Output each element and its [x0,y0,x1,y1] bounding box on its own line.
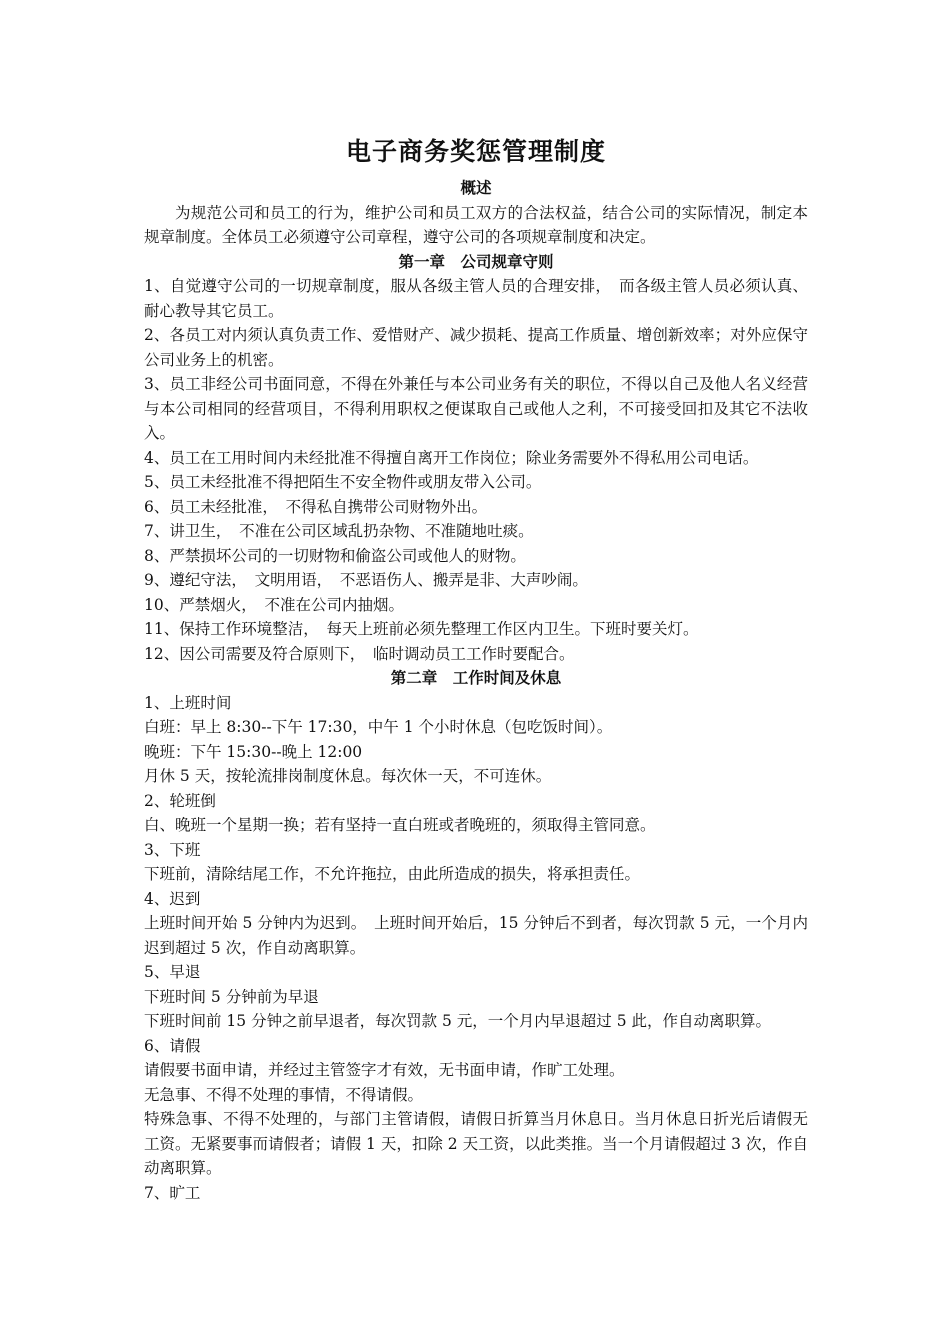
rule-item: 8、严禁损坏公司的一切财物和偷盗公司或他人的财物。 [144,546,526,565]
rule-item: 9、遵纪守法， 文明用语， 不恶语伤人、搬弄是非、大声吵闹。 [144,571,588,589]
rule-item: 5、员工未经批准不得把陌生不安全物件或朋友带入公司。 [144,473,542,491]
rule-item: 3、员工非经公司书面同意，不得在外兼任与本公司业务有关的职位，不得以自己及他人名义经营与本公司相同的经营项目，不得利用职权之便谋取自己或他人之利，不可接受回扣及其它不法收入。 [144,375,808,442]
text-line: 下班时间 5 分钟前为早退 [144,987,319,1006]
text-line: 晚班：下午 15:30--晚上 12:00 [144,742,363,761]
text-line: 下班前，清除结尾工作，不允许拖拉，由此所造成的损失，将承担责任。 [144,865,641,883]
chapter2-content [144,691,808,1206]
rule-item: 1、自觉遵守公司的一切规章制度，服从各级主管人员的合理安排， 而各级主管人员必须认真、耐心教导其它员工。 [144,277,808,320]
chapter1-heading: 第一章 公司规章守则 [398,251,554,271]
rule-item: 7、讲卫生， 不准在公司区域乱扔杂物、不准随地吐痰。 [144,522,534,540]
text-line: 请假要书面申请，并经过主管签字才有效，无书面申请，作旷工处理。 [144,1061,625,1079]
chapter1-rules [144,274,808,666]
text-line: 特殊急事、不得不处理的，与部门主管请假，请假日折算当月休息日。当月休息日折光后请假无工资。无紧要事而请假者；请假 1 天，扣除 2 天工资，以此类推。当一个月请假超过 3 次，作自动离职算。 [144,1110,808,1177]
rule-item: 6、员工未经批准， 不得私自携带公司财物外出。 [144,497,488,516]
document-title: 电子商务奖惩管理制度 [345,137,606,166]
text-line: 月休 5 天，按轮流排岗制度休息。每次休一天，不可连休。 [144,767,552,785]
text-line: 下班时间前 15 分钟之前早退者，每次罚款 5 元，一个月内早退超过 5 此，作自动离职算。 [144,1012,772,1030]
rule-item: 10、严禁烟火， 不准在公司内抽烟。 [144,595,404,614]
section-heading-end-of-shift: 3、下班 [144,840,201,859]
section-heading-absenteeism: 7、旷工 [144,1183,201,1202]
section-heading-leave: 6、请假 [144,1036,201,1055]
rule-item: 4、员工在工用时间内未经批准不得擅自离开工作岗位；除业务需要外不得私用公司电话。 [144,448,759,467]
rule-item: 2、各员工对内须认真负责工作、爱惜财产、减少损耗、提高工作质量、增创新效率；对外应保守公司业务上的机密。 [144,326,808,369]
section-heading-lateness: 4、迟到 [144,889,201,908]
section-heading-shift-rotation: 2、轮班倒 [144,791,216,810]
text-line: 白、晚班一个星期一换；若有坚持一直白班或者晚班的，须取得主管同意。 [144,816,656,834]
text-line: 上班时间开始 5 分钟内为迟到。 上班时间开始后，15 分钟后不到者，每次罚款 5 元，一个月内迟到超过 5 次，作自动离职算。 [144,914,808,957]
rule-item: 12、因公司需要及符合原则下， 临时调动员工工作时要配合。 [144,644,575,663]
text-line: 无急事、不得不处理的事情，不得请假。 [144,1085,424,1104]
chapter2-heading: 第二章 工作时间及休息 [390,668,562,687]
text-line: 白班：早上 8:30--下午 17:30，中午 1 个小时休息（包吃饭时间）。 [144,718,613,736]
document-page [144,132,808,1205]
rule-item: 11、保持工作环境整洁， 每天上班前必须先整理工作区内卫生。下班时要关灯。 [144,620,699,638]
section-heading-leaving-early: 5、早退 [144,963,201,981]
overview-heading: 概述 [460,178,492,197]
section-heading-work-hours: 1、上班时间 [144,693,232,712]
overview-paragraph: 为规范公司和员工的行为，维护公司和员工双方的合法权益，结合公司的实际情况，制定本规章制度。全体员工必须遵守公司章程，遵守公司的各项规章制度和决定。 [144,203,808,246]
